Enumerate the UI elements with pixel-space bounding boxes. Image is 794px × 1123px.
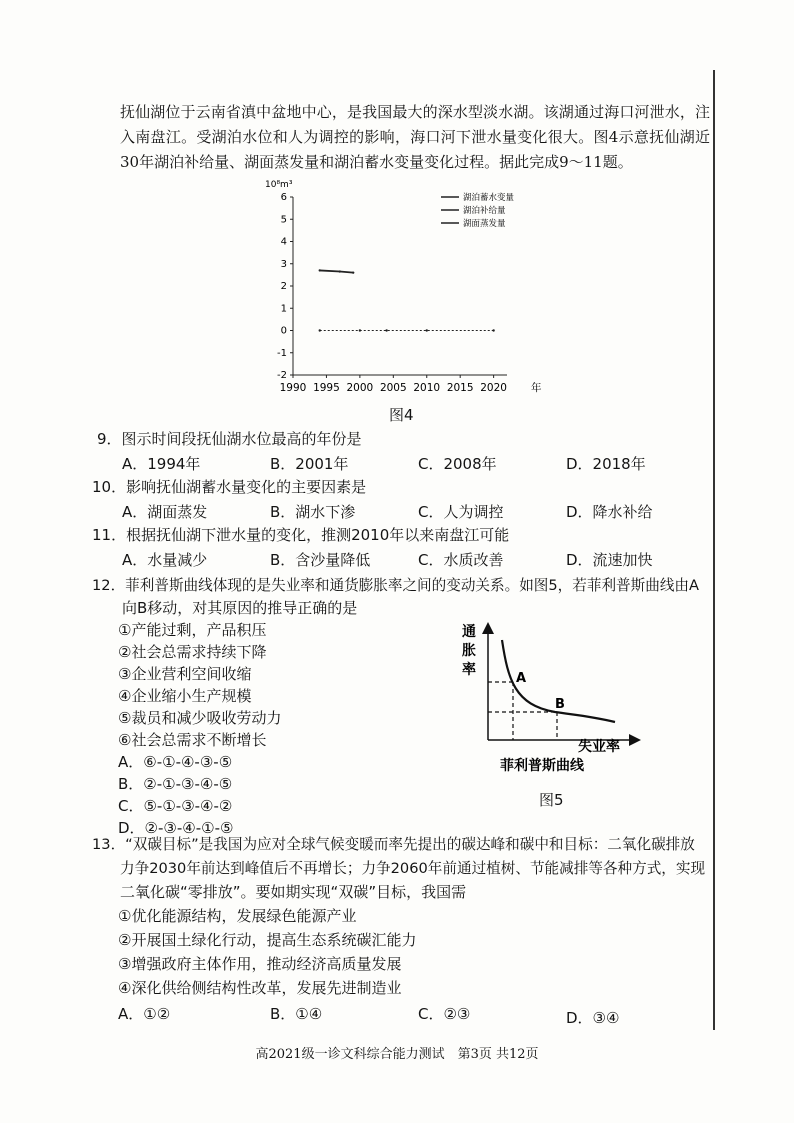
- q13-option-a[interactable]: A．①②: [118, 1005, 171, 1023]
- q11-option-c[interactable]: C．水质改善: [418, 551, 504, 569]
- chart4-point-0-2: [352, 271, 354, 273]
- fig5-ylabel-2: 胀: [462, 643, 476, 659]
- q9-option-b[interactable]: B．2001年: [270, 455, 349, 473]
- figure-4-chart: [255, 175, 555, 410]
- figure-4-caption: 图4: [389, 406, 414, 424]
- chart4-legend-label-0: 湖泊蓄水变量: [463, 193, 515, 203]
- fig5-xlabel: 失业率: [578, 739, 620, 755]
- chart4-ytick-7: 5: [280, 214, 287, 226]
- chart4-ytick-0: -2: [277, 370, 287, 381]
- q12-item-5: ⑤裁员和减少吸收劳动力: [118, 709, 282, 727]
- chart4-xtick-1: 1995: [313, 382, 340, 394]
- q13-item-4: ④深化供给侧结构性改革，发展先进制造业: [118, 979, 402, 997]
- chart4-ytick-6: 4: [280, 236, 287, 248]
- chart4-xtick-2: 2000: [346, 382, 374, 394]
- q10-option-a[interactable]: A．湖面蒸发: [122, 503, 208, 521]
- q13-item-1: ①优化能源结构，发展绿色能源产业: [118, 907, 357, 925]
- q11-option-d[interactable]: D．流速加快: [566, 551, 653, 569]
- q10-stem: 10．影响抚仙湖蓄水量变化的主要因素是: [92, 478, 367, 496]
- q13-stem-line-3: 二氧化碳“零排放”。要如期实现“双碳”目标，我国需: [120, 883, 467, 901]
- q13-stem-line-2: 力争2030年前达到峰值后不再增长；力争2060年前通过植树、节能减排等各种方式，实现: [120, 860, 706, 877]
- q12-item-3: ③企业营利空间收缩: [118, 665, 252, 683]
- q12-option-c[interactable]: C．⑤-①-③-④-②: [118, 797, 233, 815]
- fig5-title: 菲利普斯曲线: [500, 758, 584, 774]
- q13-option-c[interactable]: C．②③: [418, 1005, 471, 1023]
- q11-option-a[interactable]: A．水量减少: [122, 551, 208, 569]
- q10-option-b[interactable]: B．湖水下渗: [270, 503, 356, 521]
- q13-item-2: ②开展国土绿化行动，提高生态系统碳汇能力: [118, 931, 417, 949]
- page-footer: 高2021级一诊文科综合能力测试 第3页 共12页: [255, 1047, 539, 1062]
- q10-option-c[interactable]: C．人为调控: [418, 503, 504, 521]
- fig5-point-a: A: [516, 671, 527, 686]
- q12-item-1: ①产能过剩，产品积压: [118, 621, 267, 639]
- chart4-point-1-2: [385, 329, 387, 331]
- q13-option-d[interactable]: D．③④: [566, 1009, 620, 1027]
- q12-option-b[interactable]: B．②-①-③-④-⑤: [118, 775, 233, 793]
- chart4-legend-label-2: 湖面蒸发量: [463, 219, 506, 229]
- q12-option-a[interactable]: A．⑥-①-④-③-⑤: [118, 753, 233, 771]
- fig5-ylabel-3: 率: [462, 662, 476, 678]
- chart4-xtick-3: 2005: [379, 382, 407, 394]
- q9-option-c[interactable]: C．2008年: [418, 455, 497, 473]
- chart4-point-1-0: [319, 329, 321, 331]
- q9-option-d[interactable]: D．2018年: [566, 455, 646, 473]
- chart4-ytick-3: 1: [280, 303, 287, 315]
- page-edge-rule: [713, 70, 715, 1030]
- fig5-point-b: B: [555, 697, 565, 712]
- q12-item-4: ④企业缩小生产规模: [118, 687, 252, 705]
- chart4-ytick-4: 2: [280, 281, 287, 292]
- fig5-ylabel-1: 通: [462, 624, 476, 640]
- q13-stem-line-1: 13．“双碳目标”是我国为应对全球气候变暖而率先提出的碳达峰和碳中和目标：二氧化碳排放: [92, 836, 695, 853]
- q11-stem: 11．根据抚仙湖下泄水量的变化，推测2010年以来南盘江可能: [92, 526, 510, 544]
- chart4-xtick-4: 2010: [413, 382, 441, 394]
- chart4-ytick-1: -1: [277, 347, 287, 359]
- chart4-ytick-2: 0: [280, 325, 287, 337]
- chart4-point-0-0: [319, 269, 321, 271]
- chart4-point-1-1: [359, 329, 361, 331]
- chart4-point-1-3: [426, 329, 428, 331]
- q13-item-3: ③增强政府主体作用，推动经济高质量发展: [118, 955, 402, 973]
- chart4-point-1-4: [492, 329, 494, 331]
- q12-stem-line-2: 向B移动，对其原因的推导正确的是: [122, 599, 358, 617]
- chart4-legend-label-1: 湖泊补给量: [463, 206, 506, 216]
- figure-5-phillips-curve: [460, 620, 660, 810]
- chart4-xtick-0: 1990: [279, 382, 307, 394]
- chart4-xlabel: 年: [531, 382, 542, 394]
- q12-stem-line-1: 12．菲利普斯曲线体现的是失业率和通货膨胀率之间的变动关系。如图5，若菲利普斯曲线由A: [92, 577, 699, 594]
- q13-option-b[interactable]: B．①④: [270, 1005, 323, 1023]
- q12-item-6: ⑥社会总需求不断增长: [118, 731, 267, 749]
- chart4-ytick-8: 6: [280, 192, 287, 203]
- chart4-xtick-5: 2015: [446, 382, 474, 394]
- chart4-ytick-5: 3: [280, 258, 287, 270]
- chart4-xtick-6: 2020: [480, 382, 507, 394]
- q12-item-2: ②社会总需求持续下降: [118, 643, 267, 661]
- q9-option-a[interactable]: A．1994年: [122, 455, 201, 473]
- figure-5-caption: 图5: [539, 791, 564, 809]
- chart4-point-0-1: [339, 270, 341, 272]
- intro-paragraph: 抚仙湖位于云南省滇中盆地中心，是我国最大的深水型淡水湖。该湖通过海口河泄水，注入南盘江。受湖泊水位和人为调控的影响，海口河下泄水量变化很大。图4示意抚仙湖近30年湖泊补给量、湖面蒸发量和湖泊蓄水变量变化过程。据此完成9～11题。: [120, 103, 710, 171]
- q11-option-b[interactable]: B．含沙量降低: [270, 551, 371, 569]
- chart4-series-0: [320, 270, 353, 272]
- q9-stem: 9．图示时间段抚仙湖水位最高的年份是: [97, 430, 362, 448]
- chart4-ylabel: 10⁸m³: [265, 180, 293, 190]
- q12-option-d[interactable]: D．②-③-④-①-⑤: [118, 819, 234, 837]
- q10-option-d[interactable]: D．降水补给: [566, 503, 653, 521]
- chart-4-plot: [265, 180, 542, 394]
